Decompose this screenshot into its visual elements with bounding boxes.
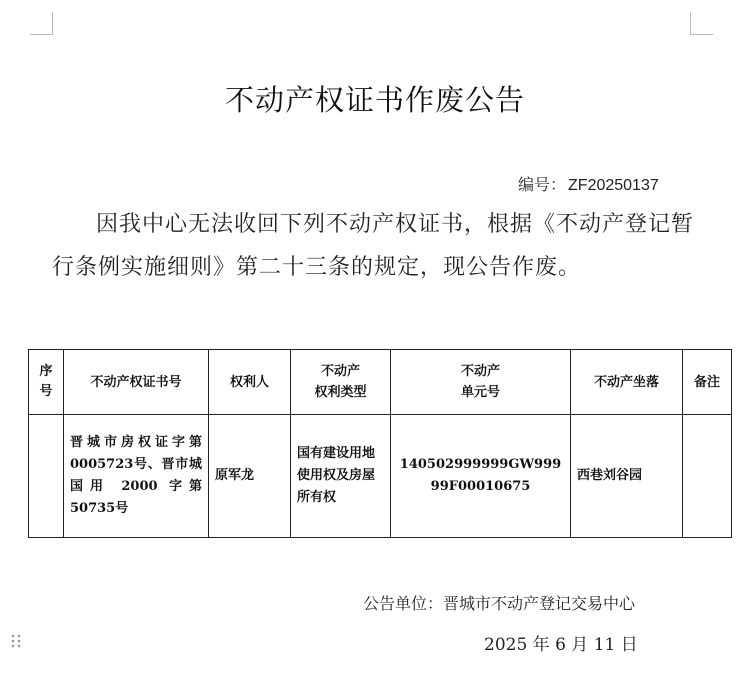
certificate-table	[28, 349, 732, 538]
cell-index	[29, 415, 64, 538]
header-index: 序号	[29, 350, 64, 415]
page-corner-mark-top-left	[30, 12, 53, 35]
document-number-value: ZF20250137	[568, 177, 659, 194]
issuing-unit: 公告单位：晋城市不动产登记交易中心	[363, 594, 636, 613]
drag-handle-icon[interactable]	[10, 633, 22, 649]
issue-date: 2025 年 6 月 11 日	[484, 635, 638, 655]
table-header-row	[29, 350, 732, 415]
cell-right-type: 国有建设用地使用权及房屋所有权	[291, 415, 391, 538]
header-remark: 备注	[683, 350, 732, 415]
cell-cert-no: 晋城市房权证字第0005723号、晋市城国用 2000 字第50735号	[64, 415, 209, 538]
document-title: 不动产权证书作废公告	[224, 83, 525, 117]
header-owner: 权利人	[209, 350, 291, 415]
page-corner-mark-top-right	[690, 12, 713, 35]
document-number-label: 编号：	[518, 175, 567, 194]
drag-handle-icon-graphic	[10, 633, 22, 649]
header-unit-no: 不动产 单元号	[391, 350, 571, 415]
document-number	[518, 172, 659, 195]
header-cert-no: 不动产权证书号	[64, 350, 209, 415]
cell-unit-no: 140502999999GW99999F00010675	[391, 415, 571, 538]
header-location: 不动产坐落	[571, 350, 683, 415]
cell-location: 西巷刘谷园	[571, 415, 683, 538]
announcement-body: 因我中心无法收回下列不动产权证书，根据《不动产登记暂行条例实施细则》第二十三条的规定，现公告作废。	[52, 212, 695, 280]
table-row	[29, 415, 732, 538]
cell-remark	[683, 415, 732, 538]
cell-owner: 原军龙	[209, 415, 291, 538]
header-right-type: 不动产 权利类型	[291, 350, 391, 415]
